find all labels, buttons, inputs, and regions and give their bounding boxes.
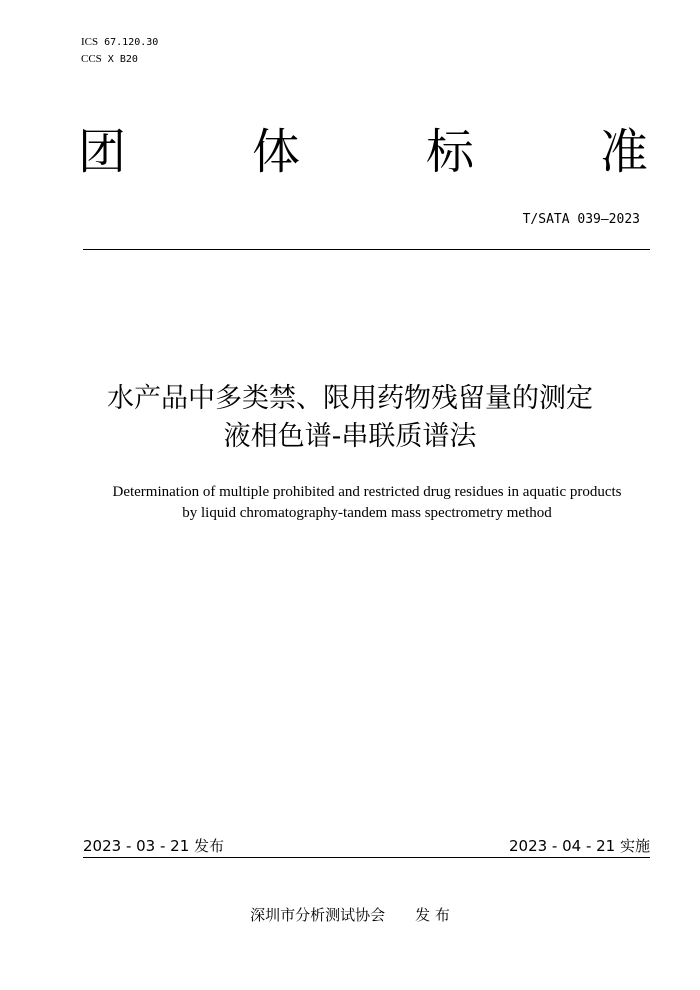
ics-row <box>81 34 164 51</box>
heading-char-1: 团 <box>78 124 127 180</box>
chinese-title-line-2: 液相色谱-串联质谱法 <box>223 421 477 452</box>
standard-type-heading <box>78 120 648 184</box>
ccs-row <box>81 51 164 68</box>
english-title-line-2: by liquid chromatography-tandem mass spectrometry method <box>182 505 552 521</box>
publish-date: 2023 - 03 - 21 发布 <box>83 837 225 855</box>
ccs-value: X B20 <box>107 54 138 65</box>
classification-codes <box>81 34 164 68</box>
chinese-title <box>0 380 700 456</box>
issuer-name: 深圳市分析测试协会 <box>250 906 386 924</box>
top-divider <box>83 249 650 250</box>
heading-char-3: 标 <box>425 124 474 180</box>
english-title <box>0 482 700 524</box>
ics-label: ICS <box>81 36 99 48</box>
standard-number: T/SATA 039—2023 <box>522 212 640 227</box>
english-title-line-1: Determination of multiple prohibited and restricted drug residues in aquatic products <box>112 484 622 500</box>
issuer-action: 发 布 <box>415 906 450 924</box>
heading-char-4: 准 <box>599 124 648 180</box>
chinese-title-line-1: 水产品中多类禁、限用药物残留量的测定 <box>107 383 593 414</box>
bottom-divider <box>83 857 650 858</box>
heading-char-2: 体 <box>251 124 300 180</box>
issuer <box>0 904 700 925</box>
ccs-label: CCS <box>81 53 102 65</box>
ics-value: 67.120.30 <box>104 37 159 48</box>
implement-date: 2023 - 04 - 21 实施 <box>508 837 650 855</box>
